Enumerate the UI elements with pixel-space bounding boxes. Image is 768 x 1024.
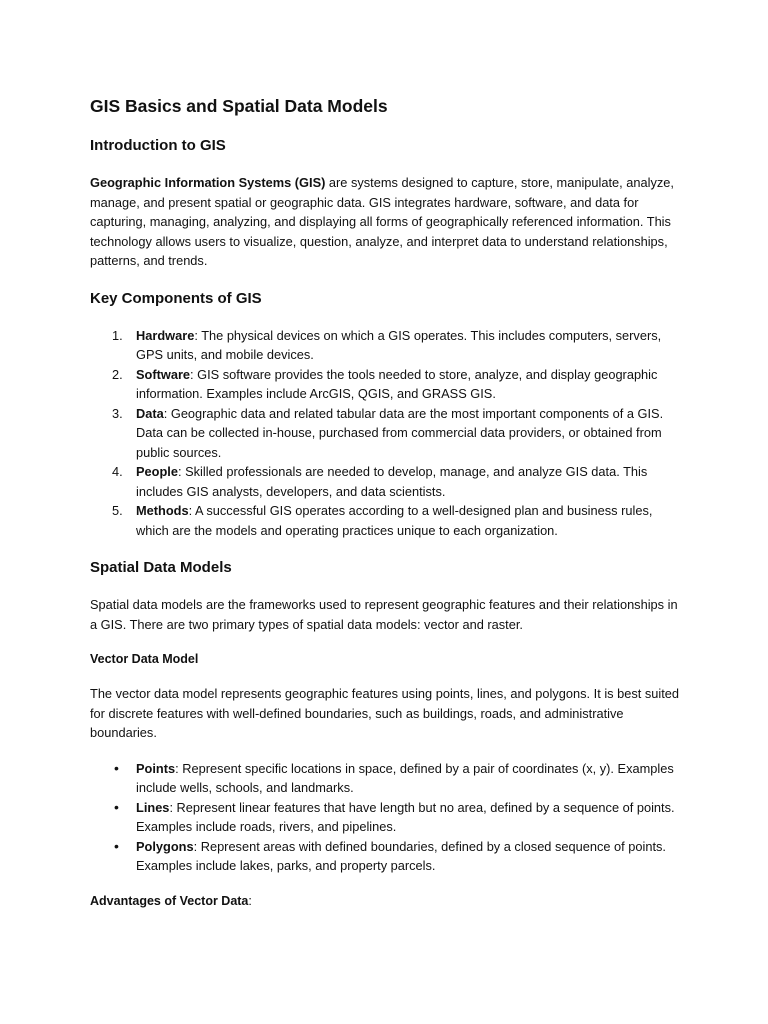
list-number: 1. <box>112 327 123 343</box>
item-term: Hardware <box>136 327 195 343</box>
list-item <box>90 501 682 540</box>
item-text: : Represent linear features that have length but no area, defined by a sequence of points. Examples include roads, rivers, and pipelines. <box>136 799 675 834</box>
item-term: Software <box>136 366 191 382</box>
intro-heading: Introduction to GIS <box>90 137 226 154</box>
item-term: Lines <box>136 799 170 815</box>
list-number: 2. <box>112 366 123 382</box>
spatial-heading: Spatial Data Models <box>90 559 232 576</box>
item-text: : Skilled professionals are needed to develop, manage, and analyze GIS data. This includes GIS analysts, developers, and data scientists. <box>136 464 648 499</box>
document-title: GIS Basics and Spatial Data Models <box>90 96 388 116</box>
item-term: Data <box>136 405 164 421</box>
item-term: Polygons <box>136 838 194 854</box>
bullet-marker: • <box>114 837 119 854</box>
intro-text: are systems designed to capture, store, manipulate, analyze, manage, and present spatial or geographic data. GIS integrates hardware, software, and data for capturing, managing, analyzing, and displaying all forms of geographically referenced information. This technology allows users to visualize, question, analyze, and interpret data to understand relationships, patterns, and trends. <box>90 175 674 268</box>
bullet-marker: • <box>114 759 119 776</box>
list-item <box>90 798 682 837</box>
item-text: : The physical devices on which a GIS operates. This includes computers, servers, GPS units, and mobile devices. <box>136 327 662 362</box>
vector-list <box>90 759 682 876</box>
spatial-paragraph: Spatial data models are the frameworks used to represent geographic features and their relationships in a GIS. There are two primary types of spatial data models: vector and raster. <box>90 597 678 632</box>
item-text: : GIS software provides the tools needed to store, analyze, and display geographic information. Examples include ArcGIS, QGIS, and GRASS GIS. <box>136 366 658 401</box>
list-number: 4. <box>112 464 123 479</box>
item-text: : A successful GIS operates according to a well-designed plan and business rules, which are the models and operating practices unique to each organization. <box>136 503 653 538</box>
list-item <box>90 759 682 798</box>
advantages-heading-text: Advantages of Vector Data <box>90 893 249 908</box>
item-term: Methods <box>136 503 189 518</box>
item-text: : Geographic data and related tabular data are the most important components of a GIS. Data can be collected in-house, purchased from commercial data providers, or obtained from public sources. <box>136 405 664 460</box>
list-item <box>90 462 682 501</box>
intro-paragraph <box>90 173 682 271</box>
vector-heading: Vector Data Model <box>90 652 199 666</box>
bullet-marker: • <box>114 798 119 815</box>
item-text: : Represent specific locations in space, defined by a pair of coordinates (x, y). Examples include wells, schools, and landmarks. <box>136 760 674 795</box>
item-text: : Represent areas with defined boundaries, defined by a closed sequence of points. Examples include lakes, parks, and property parcels. <box>136 838 666 873</box>
list-item <box>90 837 682 876</box>
advantages-heading <box>90 892 682 910</box>
list-number: 5. <box>112 503 123 518</box>
components-list <box>90 326 682 541</box>
vector-paragraph: The vector data model represents geographic features using points, lines, and polygons. It is best suited for discrete features with well-defined boundaries, such as buildings, roads, and administrative boundaries. <box>90 686 680 740</box>
list-item <box>90 404 682 463</box>
intro-term: Geographic Information Systems (GIS) <box>90 175 326 190</box>
item-term: People <box>136 464 178 479</box>
list-number: 3. <box>112 405 123 421</box>
list-item <box>90 326 682 365</box>
list-item <box>90 365 682 404</box>
item-term: Points <box>136 760 176 776</box>
advantages-colon: : <box>248 893 252 908</box>
components-heading: Key Components of GIS <box>90 289 262 307</box>
